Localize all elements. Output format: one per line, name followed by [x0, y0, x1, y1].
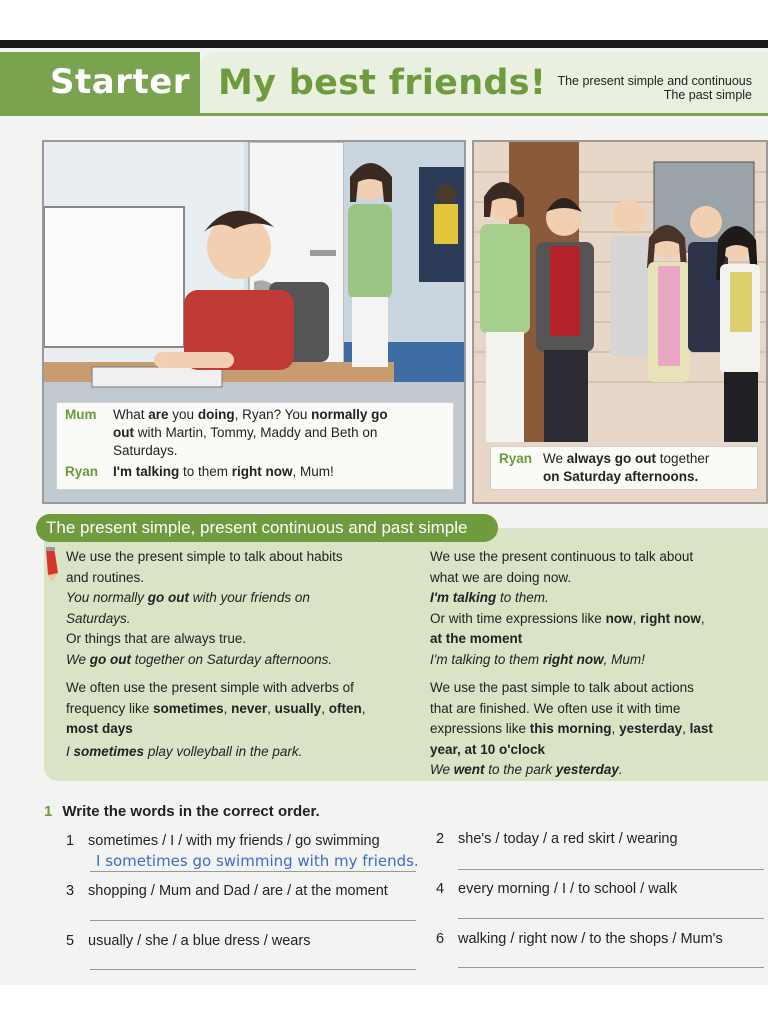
- caption1-line4: I'm talking to them right now, Mum!: [113, 464, 334, 479]
- speaker-ryan: Ryan: [65, 464, 99, 479]
- speaker-mum: Mum: [65, 407, 97, 422]
- page-top-edge: [0, 40, 768, 48]
- grammar-left-column: We use the present simple to talk about habits and routines. You normally go out with your friends on Saturdays. Or things that are always true. We go out together on Saturday afternoons. We often use the present simple with adverbs of frequency like sometimes, never, usually, often, most days I sometimes play volleyball in the park.: [66, 549, 366, 759]
- starter-label: Starter: [50, 62, 191, 102]
- caption2-line2: on Saturday afternoons.: [543, 469, 699, 484]
- exercise-item-4: 4 every morning / I / to school / walk: [436, 881, 678, 897]
- caption2-line1: We always go out together: [543, 451, 710, 466]
- grammar-tab: [36, 514, 498, 542]
- handwritten-answer-1: I sometimes go swimming with my friends.: [96, 852, 419, 870]
- caption1-line1: What are you doing, Ryan? You normally go: [113, 407, 388, 422]
- exercise-item-2: 2 she's / today / a red skirt / wearing: [436, 831, 678, 847]
- answer-line-5: [90, 969, 416, 970]
- caption1-line3: Saturdays.: [113, 443, 178, 458]
- speaker-ryan-2: Ryan: [499, 451, 533, 466]
- exercise-item-3: 3 shopping / Mum and Dad / are / at the moment: [66, 883, 388, 899]
- dialogue-caption-2: [490, 446, 758, 490]
- caption1-line2: out with Martin, Tommy, Maddy and Beth on: [113, 425, 378, 440]
- bottom-margin: [0, 985, 768, 1024]
- grammar-right-column: We use the present continuous to talk about what we are doing now. I'm talking to them. Or with time expressions like now, right now, at the moment I'm talking to them right now, Mum! We use the past simple to talk about actions that are finished. We often use it with time expressions like this morning, yesterday, last year, at 10 o'clock We went to the park yesterday.: [430, 549, 713, 777]
- answer-line-3: [90, 920, 416, 921]
- answer-line-2: [458, 869, 764, 870]
- unit-title: My best friends!: [218, 63, 547, 103]
- top-margin: [0, 0, 768, 40]
- answer-line-1: [90, 871, 416, 872]
- pencil-icon: [44, 547, 60, 583]
- answer-line-6: [458, 967, 764, 968]
- starter-label-box: [0, 52, 200, 114]
- grammar-heading: The present simple, present continuous and past simple: [46, 518, 468, 537]
- exercise-item-6: 6 walking / right now / to the shops / Mum's: [436, 931, 723, 947]
- unit-subtitle: The present simple and continuous The past simple: [557, 74, 752, 102]
- dialogue-caption-1: [56, 402, 454, 490]
- exercise-item-1: 1 sometimes / I / with my friends / go swimming: [66, 833, 380, 849]
- header-rule: [0, 113, 768, 116]
- exercise-heading: 1 Write the words in the correct order.: [44, 803, 320, 820]
- exercise-item-5: 5 usually / she / a blue dress / wears: [66, 933, 311, 949]
- answer-line-4: [458, 918, 764, 919]
